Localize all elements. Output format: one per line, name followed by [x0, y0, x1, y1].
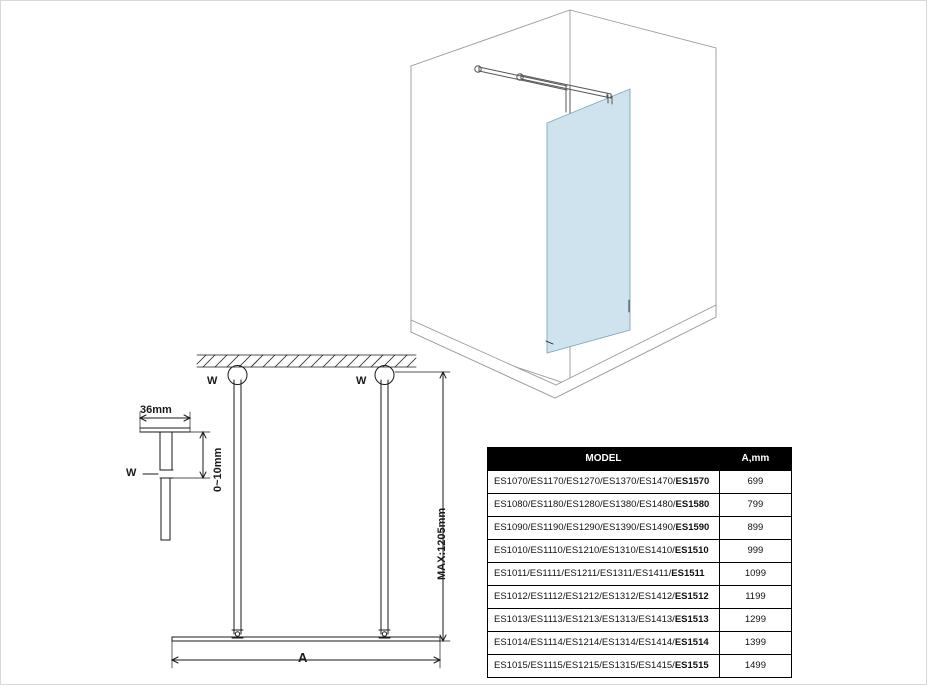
- cell-a: 799: [719, 494, 791, 517]
- dimension-36mm-label: 36mm: [140, 404, 172, 416]
- cell-model: [488, 494, 720, 517]
- cell-a: 1399: [719, 632, 791, 655]
- table-row: [488, 609, 792, 632]
- model-prefix: ES1080/ES1180/ES1280/ES1380/ES1480/: [494, 499, 676, 510]
- cell-model: [488, 655, 720, 678]
- model-prefix: ES1015/ES1115/ES1215/ES1315/ES1415/: [494, 660, 675, 671]
- cell-a: 1199: [719, 586, 791, 609]
- dimension-a-label: A: [298, 650, 308, 665]
- cell-a: 1299: [719, 609, 791, 632]
- header-a: A,mm: [719, 448, 791, 471]
- table-row: [488, 632, 792, 655]
- model-last: ES1570: [675, 476, 710, 487]
- model-last: ES1514: [674, 637, 709, 648]
- table-row: [488, 494, 792, 517]
- header-model: MODEL: [488, 448, 720, 471]
- model-last: ES1590: [675, 522, 710, 533]
- detail-bracket-view: [140, 412, 210, 540]
- model-prefix: ES1014/ES1114/ES1214/ES1314/ES1414/: [494, 637, 675, 648]
- model-last: ES1515: [674, 660, 709, 671]
- model-prefix: ES1012/ES1112/ES1212/ES1312/ES1412/: [494, 591, 675, 602]
- cell-model: [488, 586, 720, 609]
- dimension-max-height-label: MAX:1205mm: [436, 507, 448, 580]
- dimension-gap-label: 0~10mm: [212, 447, 224, 492]
- callout-w-top-right: W: [356, 375, 367, 387]
- model-last: ES1512: [674, 591, 709, 602]
- model-last: ES1511: [671, 568, 705, 579]
- table-row: [488, 540, 792, 563]
- table-body: [488, 471, 792, 678]
- post-left: [228, 366, 247, 639]
- table-row: [488, 517, 792, 540]
- cell-model: [488, 471, 720, 494]
- cell-a: 1099: [719, 563, 791, 586]
- model-prefix: ES1010/ES1110/ES1210/ES1310/ES1410/: [494, 545, 675, 556]
- cell-a: 899: [719, 517, 791, 540]
- model-prefix: ES1070/ES1170/ES1270/ES1370/ES1470/: [494, 476, 676, 487]
- height-dimension: [395, 372, 450, 641]
- model-last: ES1510: [674, 545, 709, 556]
- model-spec-table: [487, 447, 792, 678]
- table-row: [488, 563, 792, 586]
- table-row: [488, 655, 792, 678]
- cell-model: [488, 517, 720, 540]
- cell-a: 1499: [719, 655, 791, 678]
- model-last: ES1513: [674, 614, 709, 625]
- table-row: [488, 471, 792, 494]
- model-prefix: ES1013/ES1113/ES1213/ES1313/ES1413/: [494, 614, 675, 625]
- table-header-row: [488, 448, 792, 471]
- callout-w-top-left: W: [207, 375, 218, 387]
- cell-a: 699: [719, 471, 791, 494]
- post-right: [375, 366, 394, 639]
- model-prefix: ES1090/ES1190/ES1290/ES1390/ES1490/: [494, 522, 676, 533]
- model-last: ES1580: [675, 499, 710, 510]
- cell-a: 999: [719, 540, 791, 563]
- cell-model: [488, 632, 720, 655]
- cell-model: [488, 609, 720, 632]
- support-bar-front: [517, 74, 611, 98]
- cell-model: [488, 563, 720, 586]
- callout-w-side: W: [126, 467, 137, 479]
- base-rail: [172, 637, 440, 641]
- cell-model: [488, 540, 720, 563]
- table-row: [488, 586, 792, 609]
- glass-panel-3d: [547, 89, 630, 353]
- model-prefix: ES1011/ES1111/ES1211/ES1311/ES1411/: [494, 568, 672, 579]
